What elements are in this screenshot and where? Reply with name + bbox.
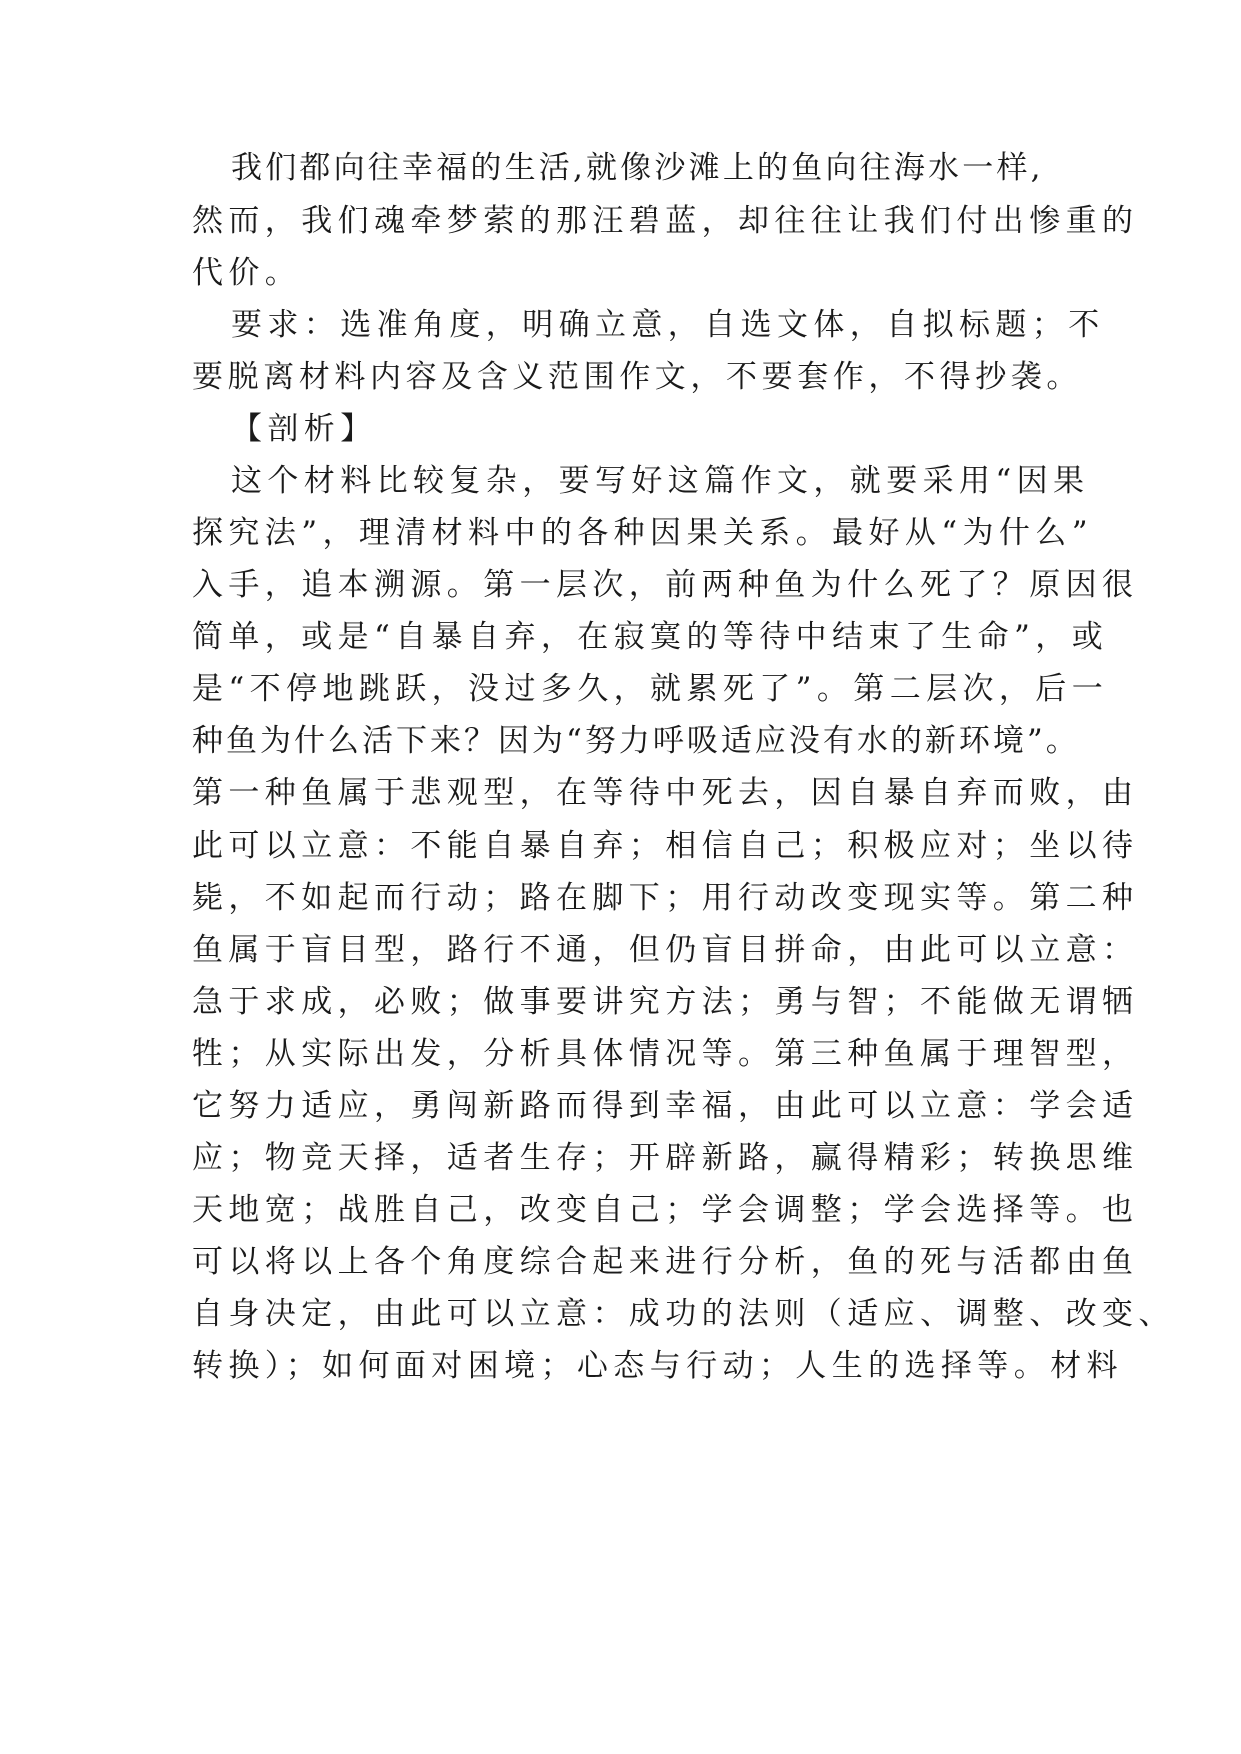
text-line: 简单，或是“自暴自弃，在寂寞的等待中结束了生命”，或 <box>192 619 1109 655</box>
text-line: 要脱离材料内容及含义范围作文，不要套作，不得抄袭。 <box>192 359 1082 395</box>
text-line: 可以将以上各个角度综合起来进行分析，鱼的死与活都由鱼 <box>192 1244 1139 1280</box>
text-line: 第一种鱼属于悲观型，在等待中死去，因自暴自弃而败，由 <box>192 775 1139 811</box>
text-line: 代价。 <box>192 255 302 291</box>
text-line: 是“不停地跳跃，没过多久，就累死了”。第二层次，后一 <box>192 671 1109 707</box>
text-line: 急于求成，必败；做事要讲究方法；勇与智；不能做无谓牺 <box>192 984 1139 1020</box>
text-line: 此可以立意：不能自暴自弃；相信自己；积极应对；坐以待 <box>192 828 1139 864</box>
text-line: 种鱼为什么活下来？因为“努力呼吸适应没有水的新环境”。 <box>192 723 1080 759</box>
text-line: 毙，不如起而行动；路在脚下；用行动改变现实等。第二种 <box>192 880 1139 916</box>
text-line: 应；物竞天择，适者生存；开辟新路，赢得精彩；转换思维 <box>192 1140 1139 1176</box>
section-heading: 【剖析】 <box>231 411 377 447</box>
text-line: 探究法”，理清材料中的各种因果关系。最好从“为什么” <box>192 515 1093 551</box>
text-line: 这个材料比较复杂，要写好这篇作文，就要采用“因果 <box>231 463 1090 499</box>
text-line: 它努力适应，勇闯新路而得到幸福，由此可以立意：学会适 <box>192 1088 1139 1124</box>
text-line: 转换）；如何面对困境；心态与行动；人生的选择等。材料 <box>192 1348 1123 1384</box>
text-line: 我们都向往幸福的生活,就像沙滩上的鱼向往海水一样, <box>231 150 1044 186</box>
text-line: 天地宽；战胜自己，改变自己；学会调整；学会选择等。也 <box>192 1192 1139 1228</box>
text-line: 然而，我们魂牵梦萦的那汪碧蓝，却往往让我们付出惨重的 <box>192 203 1139 239</box>
text-line: 要求：选准角度，明确立意，自选文体，自拟标题；不 <box>231 307 1105 343</box>
text-line: 入手，追本溯源。第一层次，前两种鱼为什么死了？原因很 <box>192 567 1139 603</box>
text-line: 牲；从实际出发，分析具体情况等。第三种鱼属于理智型， <box>192 1036 1139 1072</box>
text-line: 鱼属于盲目型，路行不通，但仍盲目拼命，由此可以立意： <box>192 932 1139 968</box>
text-line: 自身决定，由此可以立意：成功的法则（适应、调整、改变、 <box>192 1296 1175 1332</box>
